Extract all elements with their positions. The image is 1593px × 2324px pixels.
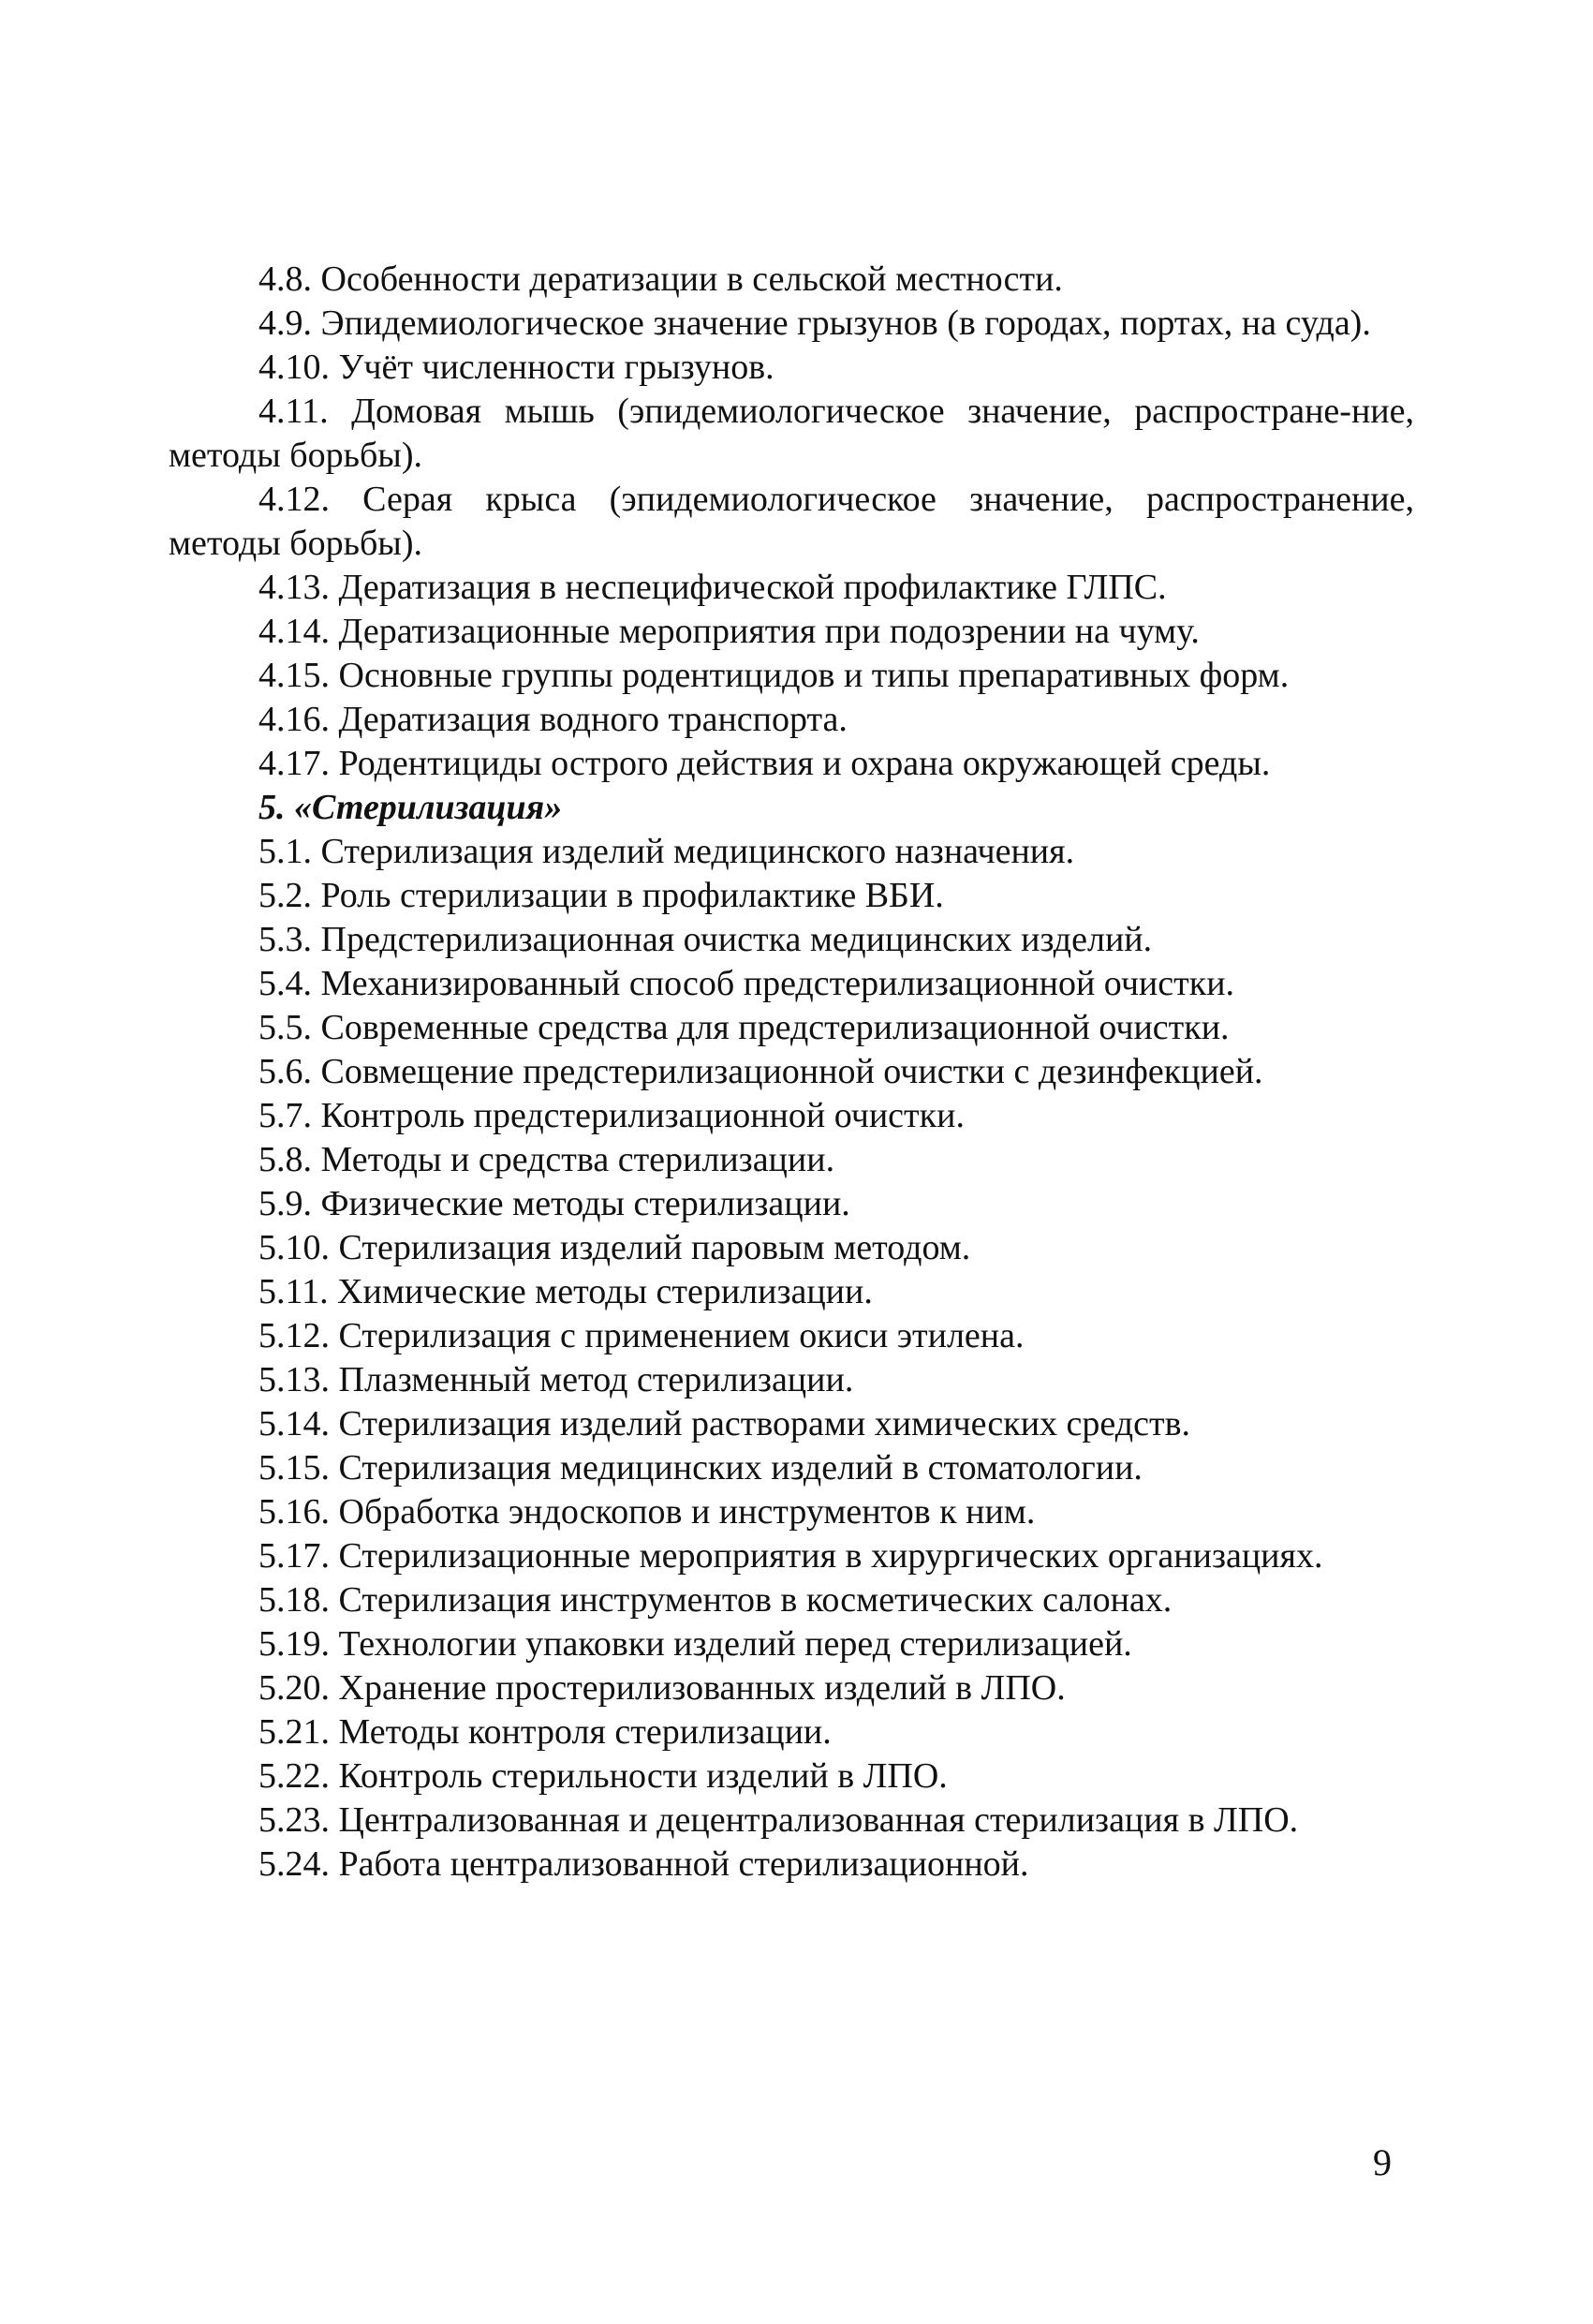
list-item: 5.9. Физические методы стерилизации. [258,1184,850,1223]
list-item: 5.23. Централизованная и децентрализованная стерилизация в ЛПО. [258,1800,1299,1840]
list-item: 5.5. Современные средства для предстерилизационной очистки. [258,1008,1230,1047]
list-item: 5.21. Методы контроля стерилизации. [258,1712,832,1752]
section-4-list [169,258,1414,786]
list-item: 5.12. Стерилизация с применением окиси этилена. [258,1316,1025,1355]
list-item: 5.19. Технологии упаковки изделий перед стерилизацией. [258,1624,1132,1664]
list-item: 4.11. Домовая мышь (эпидемиологическое значение, распростране-ние, методы борьбы). [169,392,1414,475]
list-item: 5.16. Обработка эндоскопов и инструментов к ним. [258,1492,1036,1532]
list-item: 5.1. Стерилизация изделий медицинского назначения. [258,832,1075,871]
list-item: 5.13. Плазменный метод стерилизации. [258,1360,854,1399]
list-item: 4.12. Серая крыса (эпидемиологическое значение, распространение, методы борьбы). [169,480,1414,563]
list-item: 5.2. Роль стерилизации в профилактике ВБИ. [258,876,944,915]
list-item: 5.14. Стерилизация изделий растворами химических средств. [258,1404,1191,1443]
list-item: 5.3. Предстерилизационная очистка медицинских изделий. [258,920,1153,959]
list-item: 4.8. Особенности дератизации в сельской местности. [258,259,1063,299]
section-5-heading: 5. «Стерилизация» [258,788,563,827]
page-content [169,258,1414,1887]
list-item: 4.13. Дератизация в неспецифической профилактике ГЛПС. [258,568,1167,607]
list-item: 5.7. Контроль предстерилизационной очистки. [258,1096,965,1135]
list-item: 5.4. Механизированный способ предстерилизационной очистки. [258,964,1235,1003]
list-item: 5.10. Стерилизация изделий паровым методом. [258,1228,971,1267]
page-number: 9 [1373,2141,1392,2183]
list-item: 5.8. Методы и средства стерилизации. [258,1140,835,1179]
list-item: 4.14. Дератизационные мероприятия при подозрении на чуму. [258,612,1200,651]
section-5-list [169,830,1414,1887]
list-item: 4.9. Эпидемиологическое значение грызунов (в городах, портах, на суда). [258,303,1371,343]
list-item: 4.15. Основные группы родентицидов и типы препаративных форм. [258,656,1290,695]
list-item: 5.11. Химические методы стерилизации. [258,1272,873,1311]
list-item: 5.20. Хранение простерилизованных изделий в ЛПО. [258,1668,1066,1708]
list-item: 4.16. Дератизация водного транспорта. [258,700,848,739]
list-item: 5.15. Стерилизация медицинских изделий в стоматологии. [258,1448,1143,1488]
list-item: 4.10. Учёт численности грызунов. [258,348,774,387]
list-item: 5.18. Стерилизация инструментов в косметических салонах. [258,1580,1173,1620]
list-item: 5.17. Стерилизационные мероприятия в хирургических организациях. [258,1536,1323,1576]
list-item: 4.17. Родентициды острого действия и охрана окружающей среды. [258,744,1271,783]
list-item: 5.6. Совмещение предстерилизационной очистки с дезинфекцией. [258,1052,1263,1091]
list-item: 5.24. Работа централизованной стерилизационной. [258,1844,1029,1884]
list-item: 5.22. Контроль стерильности изделий в ЛПО. [258,1756,948,1796]
